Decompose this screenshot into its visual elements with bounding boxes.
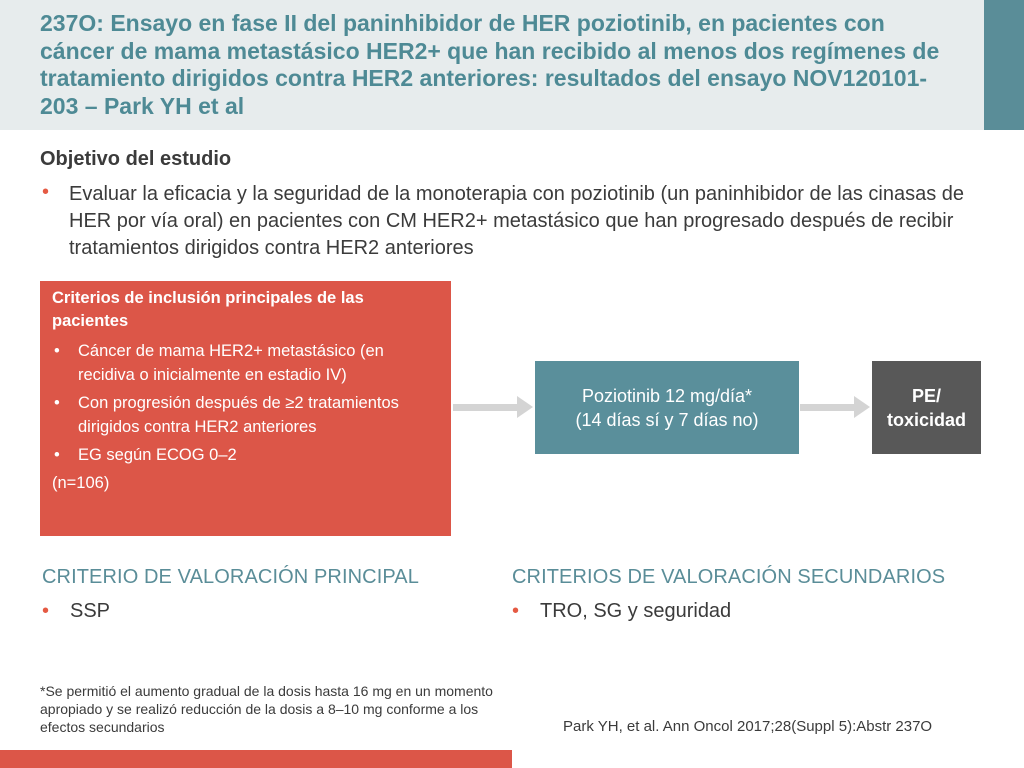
treatment-box [535,361,799,454]
treatment-schedule: (14 días sí y 7 días no) [575,409,759,430]
treatment-dose: Poziotinib 12 mg/día* [581,385,753,406]
inclusion-item-text: Con progresión después de ≥2 tratamientos dirigidos contra HER2 anteriores [78,394,399,436]
secondary-endpoints-item: TRO, SG y seguridad [540,600,732,622]
inclusion-sample-size: (n=106) [52,474,110,492]
outcome-line-1: PE/ [911,385,941,406]
primary-endpoint-bullet: • [42,600,50,622]
inclusion-bullet: • [54,394,60,412]
header-accent-bar [984,0,1024,130]
inclusion-item-text: Cáncer de mama HER2+ metastásico (en recidiva o inicialmente en estadio IV) [78,342,384,384]
arrow-right-icon [854,396,870,418]
inclusion-item-text: EG según ECOG 0–2 [78,446,237,464]
inclusion-item [52,339,438,387]
arrow-right-icon [517,396,533,418]
inclusion-item [52,391,438,439]
secondary-endpoints-heading: CRITERIOS DE VALORACIÓN SECUNDARIOS [512,566,946,588]
objective-bullet: • [42,181,50,203]
footnote: *Se permitió el aumento gradual de la dosis hasta 16 mg en un momento apropiado y se realizó reducción de la dosis a 8–10 mg conforme a los efectos secundarios [40,683,493,735]
inclusion-title: Criterios de inclusión principales de las pacientes [52,289,364,330]
arrow-shaft-2 [800,404,856,411]
primary-endpoint-heading: CRITERIO DE VALORACIÓN PRINCIPAL [42,566,419,588]
arrow-shaft-1 [453,404,519,411]
slide-title: 237O: Ensayo en fase II del paninhibidor de HER poziotinib, en pacientes con cáncer de mama metastásico HER2+ que han recibido al menos dos regímenes de tratamiento dirigidos contra HER2 anteriores: resultados del ensayo NOV120101-203 – Park YH et al [40,10,940,119]
outcome-box [872,361,981,454]
inclusion-bullet: • [54,446,60,464]
citation: Park YH, et al. Ann Oncol 2017;28(Suppl 5):Abstr 237O [563,718,933,735]
inclusion-criteria-box [40,281,451,536]
objective-text: Evaluar la eficacia y la seguridad de la monoterapia con poziotinib (un paninhibidor de las cinasas de HER por vía oral) en pacientes con CM HER2+ metastásico que han progresado después de recibir tratamientos dirigidos contra HER2 anteriores [69,183,964,259]
secondary-endpoints-bullet: • [512,600,520,622]
inclusion-item [52,443,438,467]
objective-heading: Objetivo del estudio [40,148,232,170]
bottom-accent-bar [0,750,512,768]
outcome-line-2: toxicidad [886,409,966,430]
inclusion-bullet: • [54,342,60,360]
inclusion-list [52,339,439,467]
primary-endpoint-item: SSP [70,600,111,622]
